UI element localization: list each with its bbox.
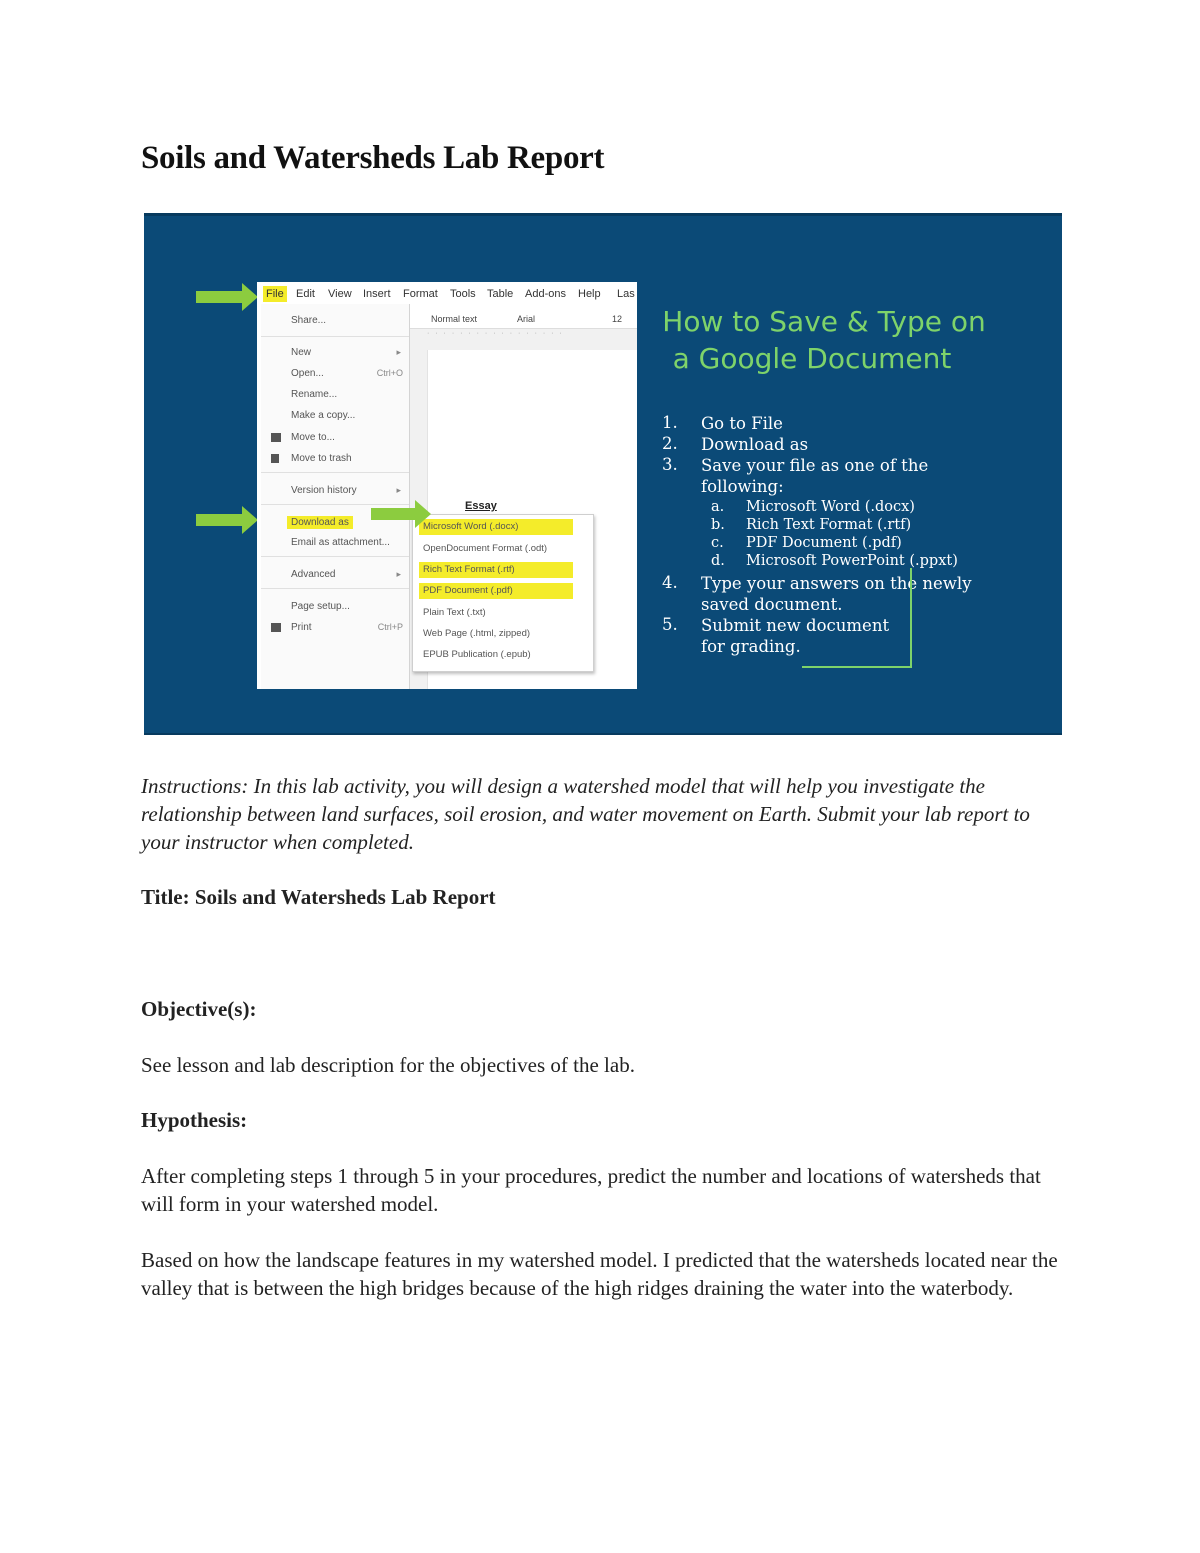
- instruction-banner-image: File Edit View Insert Format Tools Table Add-ons Help Las Normal text Arial 12 · · · · · · · · · · · · · · · · · Essay Share... New ▸ Open... Ctrl+O Rename... Make a copy... Move to... Move to trash Version history ▸ Download as Email as attachment... Advanced ▸ Page setup... Print Ctrl+P Microsoft Word (.docx) OpenDocument Format (.odt) Rich Text Format (.rtf) PDF Document (.pdf) Plain Text (.txt) Web Page (.html, zipped) EPUB Publication (.epub) How to Save & Type on a Google Document 1. Go to File 2. Download as 3. Save your file as one of the following: a. Microsoft Word (.docx) b. Rich Text Format (.rtf) c. PDF Document (.pdf) d. Microsoft PowerPoint (.ppxt) 4. Type your answers on the newly saved document. 5. Submit new document for grading.: [144, 213, 1062, 735]
- menu-item-version-history: Version history: [291, 485, 357, 496]
- style-dropdown: Normal text: [431, 314, 478, 324]
- menu-file: File: [263, 286, 287, 302]
- google-docs-screenshot: [257, 282, 637, 689]
- objectives-text: See lesson and lab description for the objectives of the lab.: [141, 1053, 635, 1077]
- menu-addons: Add-ons: [525, 288, 566, 300]
- banner-heading-line1: How to Save & Type on: [662, 305, 986, 338]
- objectives-heading: Objective(s):: [141, 997, 257, 1021]
- doc-heading: Essay: [465, 500, 497, 512]
- instructions-text: Instructions: In this lab activity, you will design a watershed model that will help you investigate the relationship between land surfaces, soil erosion, and water movement on Earth. Submit your lab report to your instructor when completed.: [141, 774, 1030, 854]
- font-dropdown: Arial: [517, 314, 536, 324]
- menu-bar: [257, 282, 637, 306]
- ruler: · · · · · · · · · · · · · · · · ·: [427, 330, 564, 337]
- menu-item-rename: Rename...: [291, 389, 338, 400]
- chevron-right-icon: ▸: [396, 347, 401, 357]
- hypothesis-heading: Hypothesis:: [141, 1108, 248, 1132]
- document-title: Soils and Watersheds Lab Report: [141, 140, 605, 176]
- size-dropdown: 12: [612, 314, 623, 324]
- menu-item-download-as: Download as: [287, 516, 353, 529]
- menu-help: Help: [578, 288, 601, 300]
- banner-heading-line2: a Google Document: [672, 342, 952, 375]
- download-option-pdf: PDF Document (.pdf): [419, 583, 573, 599]
- menu-view: View: [328, 288, 352, 300]
- download-option-txt: Plain Text (.txt): [423, 607, 486, 618]
- format-toolbar: [409, 306, 637, 329]
- menu-shortcut-open: Ctrl+O: [376, 368, 403, 378]
- menu-item-print: Print: [291, 622, 312, 633]
- chevron-right-icon: ▸: [396, 569, 401, 579]
- menu-item-open: Open...: [291, 368, 324, 379]
- menu-tools: Tools: [450, 288, 476, 300]
- menu-item-move-to-trash: Move to trash: [291, 453, 352, 464]
- menu-item-move-to: Move to...: [291, 432, 335, 443]
- menu-last: Las: [617, 288, 635, 300]
- menu-format: Format: [403, 288, 438, 300]
- folder-icon: [271, 433, 281, 442]
- report-title-line: Title: Soils and Watersheds Lab Report: [141, 885, 496, 909]
- menu-table: Table: [487, 288, 514, 300]
- chevron-right-icon: ▸: [396, 485, 401, 495]
- trash-icon: [271, 454, 279, 463]
- printer-icon: [271, 623, 281, 632]
- menu-item-advanced: Advanced: [291, 569, 336, 580]
- menu-item-page-setup: Page setup...: [291, 601, 350, 612]
- download-submenu: [412, 514, 594, 672]
- hypothesis-answer: Based on how the landscape features in my watershed model. I predicted that the watersheds located near the valley that is between the high bridges because of the high ridges draining the water into the waterbody.: [141, 1248, 1058, 1300]
- menu-insert: Insert: [363, 288, 391, 300]
- download-option-odt: OpenDocument Format (.odt): [423, 543, 548, 554]
- menu-edit: Edit: [296, 288, 315, 300]
- menu-item-new: New: [291, 347, 312, 358]
- download-option-docx: Microsoft Word (.docx): [419, 519, 573, 535]
- menu-item-share: Share...: [291, 315, 327, 326]
- file-menu: [261, 304, 410, 689]
- download-option-epub: EPUB Publication (.epub): [423, 649, 531, 660]
- menu-item-email-attachment: Email as attachment...: [291, 537, 390, 548]
- banner-heading: [634, 303, 1014, 377]
- bracket-line: [802, 568, 912, 668]
- hypothesis-prompt: After completing steps 1 through 5 in your procedures, predict the number and locations of watersheds that will form in your watershed model.: [141, 1164, 1041, 1216]
- download-option-rtf: Rich Text Format (.rtf): [419, 562, 573, 578]
- menu-item-make-copy: Make a copy...: [291, 410, 356, 421]
- menu-shortcut-print: Ctrl+P: [377, 622, 403, 632]
- download-option-html: Web Page (.html, zipped): [423, 628, 531, 639]
